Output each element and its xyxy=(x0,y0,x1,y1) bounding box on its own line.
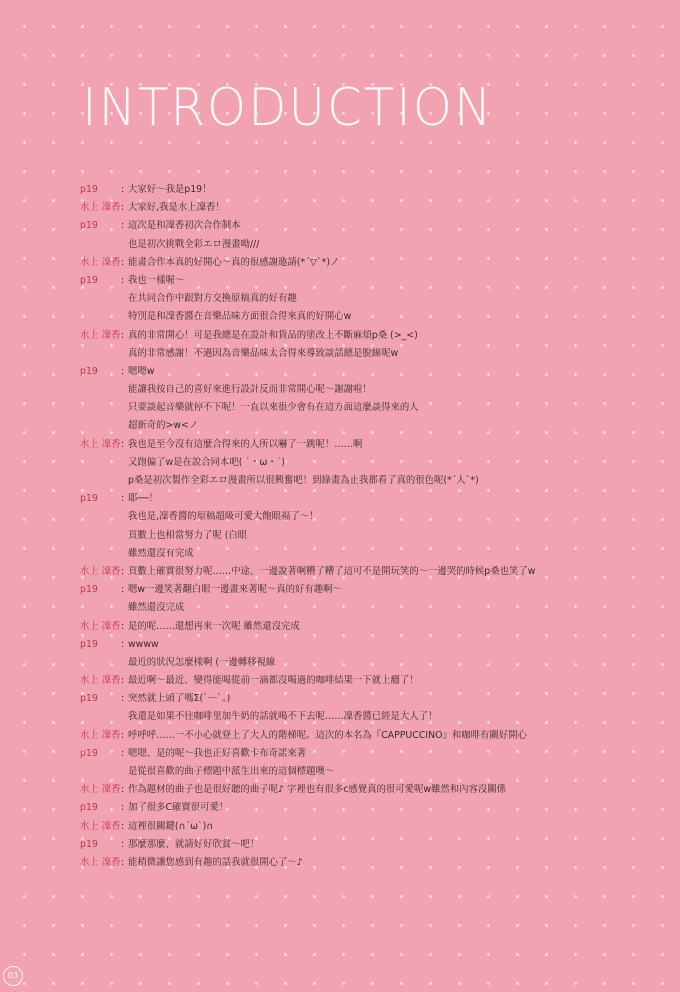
dialogue-line xyxy=(80,417,620,435)
dialogue-text: 加了很多C確實很可愛！ xyxy=(128,802,229,814)
speaker-name: p19 xyxy=(80,365,98,377)
speaker-separator: : xyxy=(121,184,125,195)
dialogue-line xyxy=(80,454,620,472)
dialogue-line xyxy=(80,272,620,290)
dialogue-text: 是的呢……還想再來一次呢 雖然還沒完成 xyxy=(128,620,300,632)
dialogue-text: 嗯嗯w xyxy=(128,365,155,377)
dialogue-line xyxy=(80,708,620,726)
speaker-name: 水上 凜香 xyxy=(80,784,121,796)
dialogue-text: 能讓我按自己的喜好來進行設計反而非常開心呢〜謝謝啦！ xyxy=(128,384,372,396)
dialogue-line xyxy=(80,363,620,381)
speaker-separator: : xyxy=(121,365,125,377)
dialogue-text: 能稍微讓您感到有趣的話我就很開心了〜♪ xyxy=(128,856,303,868)
dialogue-line xyxy=(80,599,620,617)
speaker-name: 水上 凜香 xyxy=(80,565,121,577)
dialogue-line xyxy=(80,399,620,417)
dialogue-line xyxy=(80,472,620,490)
dialogue-text: 耶──！ xyxy=(128,493,159,505)
speaker-name: 水上 凜香 xyxy=(80,620,121,632)
dialogue-text: 頁數上也相當努力了呢 (白眼 xyxy=(128,529,248,541)
speaker-separator: : xyxy=(121,838,125,850)
dialogue-line xyxy=(80,781,620,799)
speaker-separator: : xyxy=(121,274,125,286)
speaker-separator: : xyxy=(121,329,125,341)
speaker-separator: : xyxy=(121,693,125,705)
dialogue-text: 我也是,凜香醬的原稿超級可愛大飽眼福了〜！ xyxy=(128,511,319,523)
dialogue-text: 也是初次挑戰全彩エロ漫畫呦/// xyxy=(128,238,260,250)
dialogue-line xyxy=(80,563,620,581)
dialogue-text: 能畫合作本真的好開心〜真的很感謝邀請(*´▽`*)ノ xyxy=(128,256,340,268)
speaker-name: 水上 凜香 xyxy=(80,202,121,214)
speaker-name: 水上 凜香 xyxy=(80,256,121,268)
speaker-separator: : xyxy=(121,747,125,759)
speaker-separator: : xyxy=(121,620,125,632)
dialogue-line xyxy=(80,327,620,345)
speaker-name: p19 xyxy=(80,838,98,850)
dialogue-text: 呼呼呼……一不小心就登上了大人的階梯呢。這次的本名為『CAPPUCCINO』和咖啡有關好開心 xyxy=(128,729,527,741)
dialogue-line xyxy=(80,799,620,817)
dialogue-text: 這次是和凜香初次合作制本 xyxy=(128,220,241,232)
page-number: 03 xyxy=(3,966,23,986)
speaker-name: 水上 凜香 xyxy=(80,329,121,341)
dialogue-text: wwww xyxy=(128,638,159,650)
dialogue-line xyxy=(80,581,620,599)
dialogue-line xyxy=(80,636,620,654)
speaker-name: p19 xyxy=(80,274,98,286)
speaker-separator: : xyxy=(121,729,125,741)
dialogue-text: 我還是如果不往咖啡里加牛奶的話就喝不下去呢……凜香醬已經是大人了！ xyxy=(128,711,438,723)
speaker-separator: : xyxy=(121,493,125,505)
dialogue-text: 又跑偏了w是在說合同本吧( ˙・ω・˙) xyxy=(128,456,286,468)
dialogue-line xyxy=(80,436,620,454)
speaker-name: 水上 凜香 xyxy=(80,729,121,741)
dialogue-line xyxy=(80,618,620,636)
dialogue-line xyxy=(80,854,620,872)
speaker-separator: : xyxy=(121,220,125,232)
speaker-name: 水上 凜香 xyxy=(80,438,121,450)
dialogue-line xyxy=(80,836,620,854)
dialogue-line xyxy=(80,199,620,217)
dialogue-text: 是從很喜歡的曲子標題中派生出來的這個標題噢〜 xyxy=(128,766,335,777)
dialogue-text: 特別是和凜香醬在音樂品味方面很合得來真的好開心w xyxy=(128,311,352,323)
speaker-separator: : xyxy=(121,675,125,687)
dialogue-text: 頁數上確實很努力呢……中途、一邊說著啊糟了糟了這可不是開玩笑的〜一邊哭的時候p桑也笑了w xyxy=(128,565,536,577)
dialogue-line xyxy=(80,527,620,545)
dialogue-text: 我也一樣喔〜 xyxy=(128,274,185,286)
dialogue-text: 作為題材的曲子也是很好聽的曲子呢♪ 字裡也有很多c感覺真的很可愛呢w雖然和內容沒關係 xyxy=(128,784,507,796)
speaker-name: 水上 凜香 xyxy=(80,675,121,687)
speaker-separator: : xyxy=(121,256,125,268)
dialogue-line xyxy=(80,727,620,745)
speaker-separator: : xyxy=(121,565,125,577)
dialogue-text: 最近的狀況怎麼樣啊 (一邊轉移視線 xyxy=(128,656,276,668)
speaker-separator: : xyxy=(121,438,125,450)
dialogue-line xyxy=(80,381,620,399)
dialogue-line xyxy=(80,508,620,526)
dialogue-line xyxy=(80,690,620,708)
speaker-name: p19 xyxy=(80,638,98,650)
dialogue-text: 最近啊〜最近、變得能喝從前一滴都沒喝過的咖啡結果一下就上癮了！ xyxy=(128,675,419,687)
speaker-name: p19 xyxy=(80,493,98,505)
dialogue-text: 嗯w一邊笑著翻白眼一邊畫來著呢〜真的好有趣啊〜 xyxy=(128,584,342,596)
speaker-separator: : xyxy=(121,584,125,596)
dialogue-line xyxy=(80,254,620,272)
dialogue-line xyxy=(80,745,620,763)
dialogue-line xyxy=(80,490,620,508)
dialogue-text: 嗯嗯、是的呢〜我也正好喜歡卡布奇諾來著 xyxy=(128,747,307,759)
dialogue-line xyxy=(80,345,620,363)
dialogue-text: 真的非常開心！可是我總是在設計和貨品的塗改上不斷麻煩p桑 (>_<) xyxy=(128,329,418,341)
dialogue-line xyxy=(80,545,620,563)
dialogue-text: 這裡很關鍵(∩´ω`)∩ xyxy=(128,820,214,832)
speaker-name: p19 xyxy=(80,584,98,596)
dialogue-text: p桑是初次製作全彩エロ漫畫所以很興奮吧！到綠畫為止我都看了真的很色呢(*´人`*) xyxy=(128,475,479,486)
dialogue-line xyxy=(80,217,620,235)
speaker-name: p19 xyxy=(80,802,98,814)
dialogue-line xyxy=(80,308,620,326)
dialogue-text: 只要談起音樂就停不下呢！一直以來很少會有在這方面這麼談得來的人 xyxy=(128,402,419,414)
dialogue-text: 我也是至今沒有這麼合得來的人所以嚇了一跳呢！……啊 xyxy=(128,438,363,450)
speaker-name: 水上 凜香 xyxy=(80,856,121,868)
dialogue-line xyxy=(80,181,620,199)
dialogue-text: 雖然還沒完成 xyxy=(128,602,185,614)
dialogue-line xyxy=(80,290,620,308)
dialogue-text: 大家好〜我是p19！ xyxy=(128,184,212,195)
speaker-separator: : xyxy=(121,202,125,214)
dialogue-line xyxy=(80,654,620,672)
speaker-name: p19 xyxy=(80,220,98,232)
speaker-separator: : xyxy=(121,638,125,650)
speaker-name: 水上 凜香 xyxy=(80,820,121,832)
dialogue-text: 超新奇的>w<ノ xyxy=(128,420,199,432)
dialogue-text: 在共同合作中跟對方交換原稿真的好有趣 xyxy=(128,293,297,305)
speaker-separator: : xyxy=(121,820,125,832)
speaker-name: p19 xyxy=(80,693,98,705)
dialogue-text: 大家好,我是水上凜香！ xyxy=(128,202,225,214)
dialogue-line xyxy=(80,672,620,690)
speaker-separator: : xyxy=(121,784,125,796)
dialogue-list xyxy=(80,181,620,872)
dialogue-line xyxy=(80,763,620,781)
dialogue-text: 突然就上頭了嗎Σ(ﾟ─ﾟ｡) xyxy=(128,693,231,705)
speaker-name: p19 xyxy=(80,747,98,759)
speaker-separator: : xyxy=(121,856,125,868)
dialogue-text: 雖然還沒有完成 xyxy=(128,547,194,559)
dialogue-line xyxy=(80,236,620,254)
speaker-name: p19 xyxy=(80,184,98,195)
dialogue-line xyxy=(80,818,620,836)
dialogue-text: 真的非常感謝！不過因為音樂品味太合得來導致談話總是脫線呢w xyxy=(128,347,399,359)
page-title: INTRODUCTION xyxy=(82,78,494,138)
speaker-separator: : xyxy=(121,802,125,814)
dialogue-text: 那麼那麼、就請好好欣賞〜吧！ xyxy=(128,838,260,850)
